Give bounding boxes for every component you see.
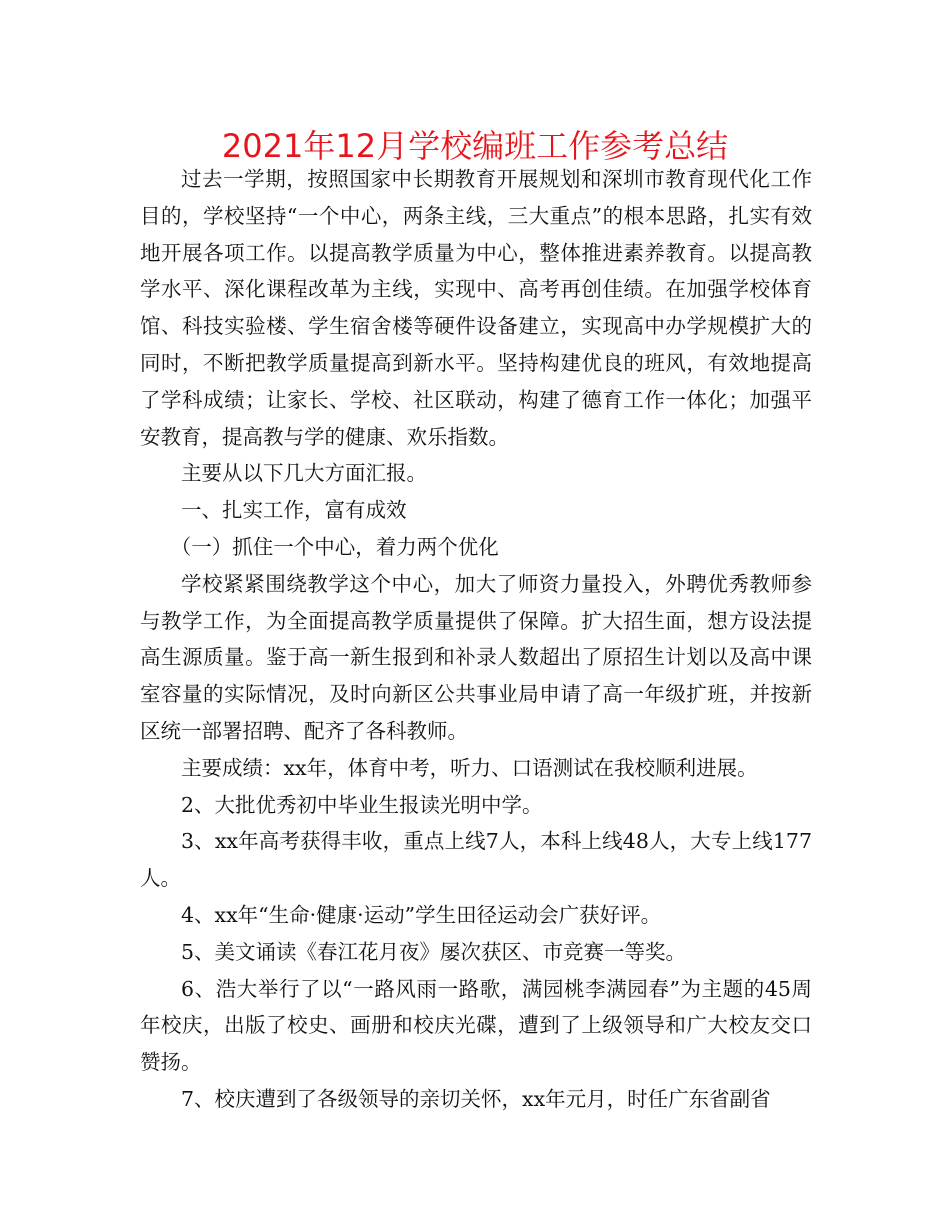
list-item: 6、浩大举行了以“一路风雨一路歌，满园桃李满园春”为主题的45周年校庆，出版了校史、画册和校庆光碟，遭到了上级领导和广大校友交口赞扬。 [140, 976, 812, 1075]
list-item: 2、大批优秀初中毕业生报读光明中学。 [181, 792, 543, 817]
document-body [140, 161, 812, 1118]
section-heading-1: 一、扎实工作，富有成效 [181, 498, 407, 523]
list-item: 主要成绩：xx年，体育中考，听力、口语测试在我校顺利进展。 [181, 755, 758, 780]
document-title: 2021年12月学校编班工作参考总结 [221, 127, 729, 165]
subsection-heading-1: （一）抓住一个中心，着力两个优化 [170, 534, 499, 559]
paragraph-teaching: 学校紧紧围绕教学这个中心，加大了师资力量投入，外聘优秀教师参与教学工作，为全面提高教学质量提供了保障。扩大招生面，想方设法提高生源质量。鉴于高一新生报到和补录人数超出了原招生计划以及高中课室容量的实际情况，及时向新区公共事业局申请了高一年级扩班，并按新区统一部署招聘、配齐了各科教师。 [140, 571, 812, 743]
paragraph-intro: 过去一学期，按照国家中长期教育开展规划和深圳市教育现代化工作目的，学校坚持“一个中心，两条主线，三大重点”的根本思路，扎实有效地开展各项工作。以提高教学质量为中心，整体推进素养教育。以提高教学水平、深化课程改革为主线，实现中、高考再创佳绩。在加强学校体育馆、科技实验楼、学生宿舍楼等硬件设备建立，实现高中办学规模扩大的同时，不断把教学质量提高到新水平。坚持构建优良的班风，有效地提高了学科成绩；让家长、学校、社区联动，构建了德育工作一体化；加强平安教育，提高教与学的健康、欢乐指数。 [140, 167, 812, 449]
list-item: 3、xx年高考获得丰收，重点上线7人，本科上线48人，大专上线177人。 [140, 829, 812, 891]
paragraph-summary-lead: 主要从以下几大方面汇报。 [181, 461, 427, 486]
list-item: 7、校庆遭到了各级领导的亲切关怀，xx年元月，时任广东省副省 [181, 1086, 771, 1111]
list-item: 5、美文诵读《春江花月夜》屡次获区、市竞赛一等奖。 [181, 939, 687, 964]
list-item: 4、xx年“生命·健康·运动”学生田径运动会广获好评。 [181, 902, 662, 927]
